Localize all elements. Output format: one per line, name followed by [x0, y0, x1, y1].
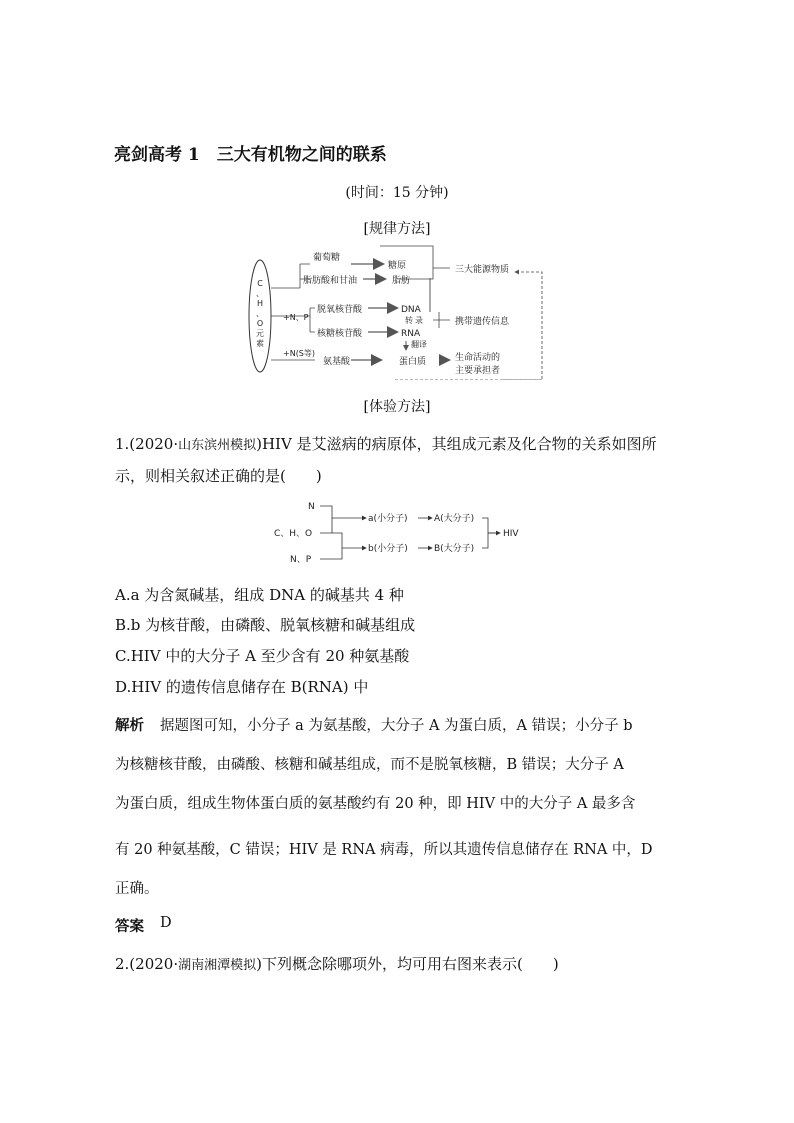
element-char: 、	[256, 289, 264, 298]
answer-label: 答案	[115, 918, 144, 935]
question-source: 山东滨州模拟	[178, 438, 257, 453]
element-char: O	[256, 319, 264, 328]
protein-label: 蛋白质	[399, 357, 427, 367]
life-label-2: 主要承担者	[455, 366, 501, 376]
option-c: C.HIV 中的大分子 A 至少含有 20 种氨基酸	[115, 647, 410, 665]
element-char: C	[257, 279, 263, 288]
page-title: 亮剑高考 1 三大有机物之间的联系	[114, 145, 387, 165]
time-note: (时间：15 分钟)	[345, 185, 449, 201]
option-d: D.HIV 的遗传信息储存在 B(RNA) 中	[115, 678, 369, 696]
fatty-acid-label: 脂肪酸和甘油	[303, 276, 358, 286]
fat-label: 脂肪	[392, 276, 411, 286]
analysis-label: 解析	[115, 717, 144, 734]
life-label-1: 生命活动的	[455, 353, 501, 363]
rna-label: RNA	[401, 329, 421, 339]
glycogen-label: 糖原	[388, 261, 407, 271]
plus-np-label: +N、P	[283, 313, 309, 322]
element-char: 元	[256, 329, 264, 338]
question-text: )下列概念除哪项外，均可用右图来表示( )	[256, 955, 559, 973]
analysis-line: 正确。	[115, 881, 159, 897]
question-text: )HIV 是艾滋病的病原体，其组成元素及化合物的关系如图所	[256, 435, 657, 453]
question-1-stem-cont: 示，则相关叙述正确的是( )	[115, 467, 322, 485]
macromolecule-a: A(大分子)	[434, 514, 475, 524]
small-molecule-a: a(小分子)	[368, 514, 408, 524]
element-char: 、	[256, 309, 264, 318]
transcription-label: 转	[405, 316, 413, 325]
amino-acid-label: 氨基酸	[323, 357, 351, 367]
glucose-label: 葡萄糖	[313, 253, 341, 263]
answer-value: D	[160, 915, 172, 931]
ribo-nucleotide-label: 核糖核苷酸	[317, 329, 363, 339]
deoxy-nucleotide-label: 脱氧核苷酸	[317, 305, 363, 315]
hiv-label: HIV	[503, 529, 519, 539]
option-b: B.b 为核苷酸，由磷酸、脱氧核糖和碱基组成	[115, 616, 416, 634]
question-prefix: 1.(2020·	[115, 435, 179, 453]
analysis-line: 为蛋白质，组成生物体蛋白质的氨基酸约有 20 种，即 HIV 中的大分子 A 最多含	[115, 796, 636, 812]
analysis-line: 据题图可知，小分子 a 为氨基酸，大分子 A 为蛋白质，A 错误；小分子 b	[160, 718, 633, 734]
question-source: 湖南湘潭模拟	[178, 958, 257, 973]
np-label: N、P	[290, 555, 312, 565]
small-molecule-b: b(小分子)	[368, 544, 408, 554]
element-char: H	[256, 299, 264, 308]
element-char: 素	[256, 339, 264, 348]
n-label: N	[308, 502, 315, 512]
transcription-label: 录	[415, 316, 423, 325]
analysis-line: 为核糖核苷酸，由磷酸、核糖和碱基组成，而不是脱氧核糖，B 错误；大分子 A	[115, 757, 624, 773]
translation-label: 翻译	[411, 340, 427, 349]
hiv-composition-diagram	[270, 496, 530, 570]
question-2-stem	[115, 953, 559, 974]
macromolecule-b: B(大分子)	[434, 544, 475, 554]
analysis-line: 有 20 种氨基酸，C 错误；HIV 是 RNA 病毒，所以其遗传信息储存在 RNA 中，D	[115, 842, 653, 858]
energy-label: 三大能源物质	[455, 265, 510, 275]
organic-relationship-diagram	[245, 240, 545, 380]
section-practice-heading: [体验方法]	[363, 399, 431, 415]
dna-label: DNA	[401, 305, 421, 315]
plus-ns-label: +N(S等)	[283, 349, 316, 358]
question-1-stem	[115, 433, 657, 454]
question-prefix: 2.(2020·	[115, 955, 179, 973]
option-a: A.a 为含氮碱基，组成 DNA 的碱基共 4 种	[115, 586, 404, 604]
genetic-info-label: 携带遗传信息	[455, 317, 510, 327]
section-rules-heading: [规律方法]	[363, 221, 431, 237]
cho-label: C、H、O	[274, 529, 313, 539]
